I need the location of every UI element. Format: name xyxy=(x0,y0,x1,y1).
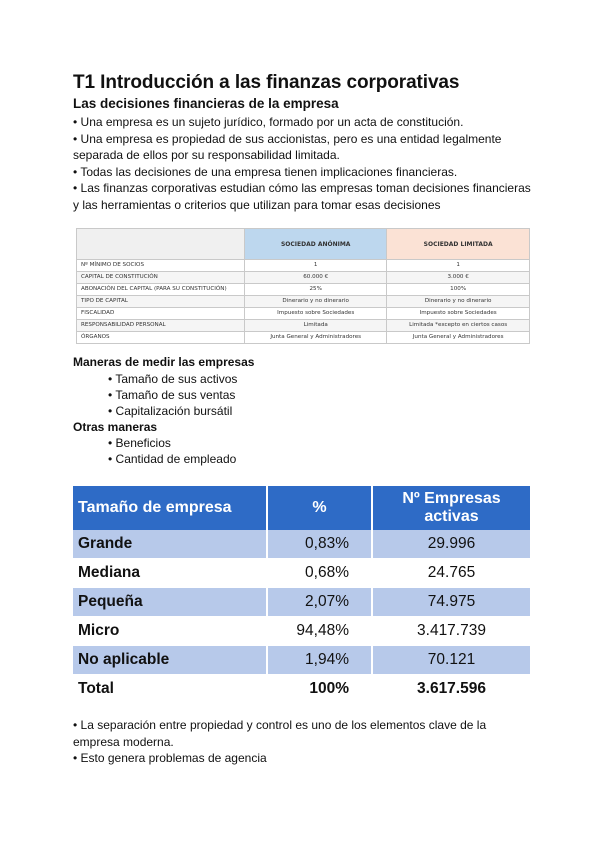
size-pct: 94,48% xyxy=(267,617,372,646)
size-header-name: Tamaño de empresa xyxy=(73,486,267,530)
size-active: 70.121 xyxy=(372,646,530,675)
comparison-row xyxy=(77,320,530,332)
measure-section-title: Maneras de medir las empresas xyxy=(73,355,255,369)
size-active: 3.417.739 xyxy=(372,617,530,646)
size-active: 29.996 xyxy=(372,530,530,559)
comparison-table xyxy=(76,228,530,344)
size-header-row xyxy=(73,486,530,530)
comparison-sa-value: 60.000 € xyxy=(245,272,387,284)
size-total-row xyxy=(73,675,530,704)
size-row xyxy=(73,530,530,559)
size-pct: 100% xyxy=(267,675,372,704)
comparison-row xyxy=(77,296,530,308)
size-header-active: Nº Empresas activas xyxy=(372,486,530,530)
comparison-sl-value: 1 xyxy=(387,260,530,272)
comparison-sl-value: Impuesto sobre Sociedades xyxy=(387,308,530,320)
comparison-header-row xyxy=(77,229,530,260)
size-name: Grande xyxy=(73,530,267,559)
measure-list xyxy=(108,371,237,420)
section-subtitle: Las decisiones financieras de la empresa xyxy=(73,96,339,111)
company-size-table xyxy=(73,486,530,704)
comparison-sl-value: Limitada *excepto en ciertos casos xyxy=(387,320,530,332)
measure-item: • Capitalización bursátil xyxy=(108,404,233,419)
comparison-label: Nº MÍNIMO DE SOCIOS xyxy=(77,260,245,272)
size-name: Mediana xyxy=(73,559,267,588)
comparison-label: ÓRGANOS xyxy=(77,332,245,344)
comparison-sa-value: 25% xyxy=(245,284,387,296)
comparison-sl-value: 100% xyxy=(387,284,530,296)
other-item: • Cantidad de empleado xyxy=(108,452,237,467)
intro-bullet: • Una empresa es propiedad de sus accionistas, pero es una entidad legalmente separada de ellos por su responsabilidad limitada. xyxy=(73,131,502,162)
intro-bullet: • Una empresa es un sujeto jurídico, formado por un acta de constitución. xyxy=(73,115,464,129)
size-header-pct: % xyxy=(267,486,372,530)
other-list xyxy=(108,435,236,467)
outro-bullet-list xyxy=(73,717,533,767)
size-row xyxy=(73,646,530,675)
comparison-label: ABONACIÓN DEL CAPITAL (PARA SU CONSTITUCIÓN) xyxy=(77,284,245,296)
comparison-row xyxy=(77,332,530,344)
comparison-label: CAPITAL DE CONSTITUCIÓN xyxy=(77,272,245,284)
comparison-sa-value: Impuesto sobre Sociedades xyxy=(245,308,387,320)
comparison-header-sa: SOCIEDAD ANÓNIMA xyxy=(245,229,387,260)
comparison-row xyxy=(77,260,530,272)
size-active: 74.975 xyxy=(372,588,530,617)
page-title: T1 Introducción a las finanzas corporativas xyxy=(73,72,460,93)
other-item: • Beneficios xyxy=(108,436,171,450)
size-pct: 0,68% xyxy=(267,559,372,588)
comparison-label: FISCALIDAD xyxy=(77,308,245,320)
comparison-row xyxy=(77,284,530,296)
size-row xyxy=(73,559,530,588)
comparison-sl-value: Dinerario y no dinerario xyxy=(387,296,530,308)
size-row xyxy=(73,617,530,646)
comparison-header-sl: SOCIEDAD LIMITADA xyxy=(387,229,530,260)
size-row xyxy=(73,588,530,617)
measure-item: • Tamaño de sus ventas xyxy=(108,388,236,403)
size-pct: 2,07% xyxy=(267,588,372,617)
measure-item: • Tamaño de sus activos xyxy=(108,372,238,386)
size-active: 24.765 xyxy=(372,559,530,588)
size-name: Micro xyxy=(73,617,267,646)
size-name: Pequeña xyxy=(73,588,267,617)
comparison-row xyxy=(77,272,530,284)
size-name: No aplicable xyxy=(73,646,267,675)
outro-bullet: • Esto genera problemas de agencia xyxy=(73,751,267,765)
other-section-title: Otras maneras xyxy=(73,420,158,434)
size-name: Total xyxy=(73,675,267,704)
comparison-sl-value: Junta General y Administradores xyxy=(387,332,530,344)
size-pct: 1,94% xyxy=(267,646,372,675)
comparison-sa-value: 1 xyxy=(245,260,387,272)
intro-bullet: • Las finanzas corporativas estudian cómo las empresas toman decisiones financieras y las herramientas o criterios que utilizan para tomar esas decisiones xyxy=(73,181,531,212)
comparison-label: RESPONSABILIDAD PERSONAL xyxy=(77,320,245,332)
outro-bullet: • La separación entre propiedad y control es uno de los elementos clave de la empresa moderna. xyxy=(73,718,487,749)
comparison-row xyxy=(77,308,530,320)
size-pct: 0,83% xyxy=(267,530,372,559)
comparison-header-empty xyxy=(77,229,245,260)
intro-bullet: • Todas las decisiones de una empresa tienen implicaciones financieras. xyxy=(73,164,458,179)
comparison-sa-value: Junta General y Administradores xyxy=(245,332,387,344)
comparison-sl-value: 3.000 € xyxy=(387,272,530,284)
comparison-label: TIPO DE CAPITAL xyxy=(77,296,245,308)
size-active: 3.617.596 xyxy=(372,675,530,704)
intro-bullet-list xyxy=(73,114,533,213)
comparison-sa-value: Dinerario y no dinerario xyxy=(245,296,387,308)
comparison-sa-value: Limitada xyxy=(245,320,387,332)
